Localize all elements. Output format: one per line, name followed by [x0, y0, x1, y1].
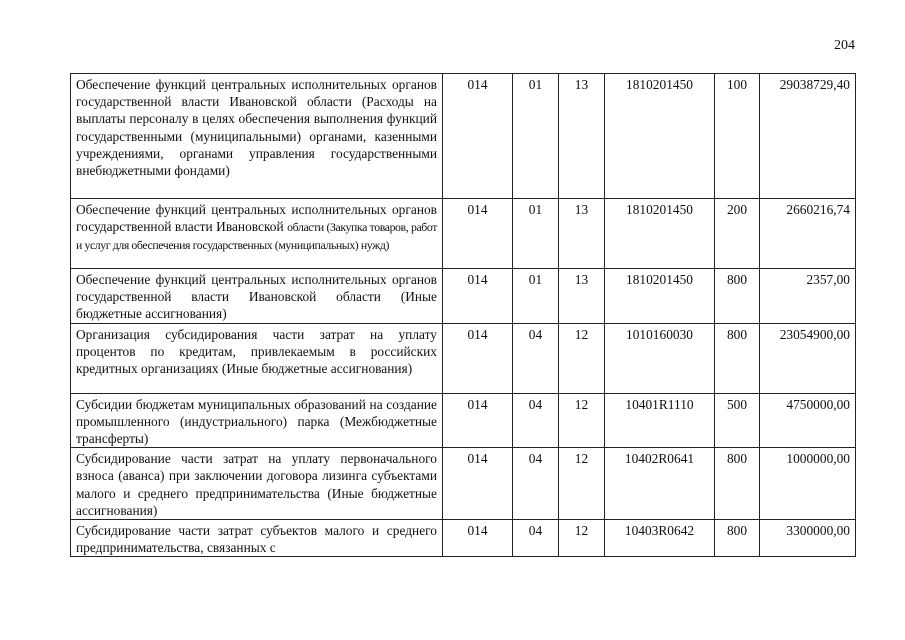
expense-type-code: 800	[715, 269, 760, 324]
target-article-code: 10403R0642	[605, 520, 715, 557]
target-article-code: 10402R0641	[605, 448, 715, 520]
expense-type-code: 800	[715, 323, 760, 393]
amount: 23054900,00	[760, 323, 856, 393]
target-article-code: 1810201450	[605, 269, 715, 324]
ministry-code: 014	[443, 393, 513, 448]
row-description: Субсидирование части затрат субъектов малого и среднего предпринимательства, связанных с	[71, 520, 443, 557]
amount: 1000000,00	[760, 448, 856, 520]
table-row	[71, 199, 856, 269]
amount: 29038729,40	[760, 74, 856, 199]
table-row	[71, 323, 856, 393]
table-row	[71, 269, 856, 324]
target-article-code: 1010160030	[605, 323, 715, 393]
page-number: 204	[834, 38, 855, 53]
ministry-code: 014	[443, 448, 513, 520]
row-description-main: Обеспечение функций центральных исполнительных органов государственной власти Ивановской	[76, 202, 437, 235]
amount: 4750000,00	[760, 393, 856, 448]
row-description: Обеспечение функций центральных исполнительных органов государственной власти Ивановской области (Расходы на выплаты персоналу в целях обеспечения выполнения функций государственными (муниципальными) органами, казенными учреждениями, органами управления государственными внебюджетными фондами)	[71, 74, 443, 199]
section-code: 01	[513, 269, 559, 324]
subsection-code: 13	[559, 269, 605, 324]
row-description: Субсидии бюджетам муниципальных образований на создание промышленного (индустриального) парка (Межбюджетные трансферты)	[71, 393, 443, 448]
table-row	[71, 520, 856, 557]
expense-type-code: 100	[715, 74, 760, 199]
subsection-code: 12	[559, 393, 605, 448]
table-row	[71, 393, 856, 448]
section-code: 01	[513, 74, 559, 199]
section-code: 04	[513, 448, 559, 520]
subsection-code: 13	[559, 199, 605, 269]
section-code: 04	[513, 393, 559, 448]
ministry-code: 014	[443, 269, 513, 324]
amount: 2660216,74	[760, 199, 856, 269]
table-row	[71, 448, 856, 520]
row-description-small: области (Закупка товаров, работ и услуг для обеспечения государственных (муниципальных) нужд)	[76, 220, 438, 253]
section-code: 04	[513, 520, 559, 557]
subsection-code: 12	[559, 448, 605, 520]
table-row	[71, 74, 856, 199]
row-description	[71, 199, 443, 269]
subsection-code: 12	[559, 323, 605, 393]
ministry-code: 014	[443, 520, 513, 557]
amount: 2357,00	[760, 269, 856, 324]
target-article-code: 1810201450	[605, 199, 715, 269]
row-description: Организация субсидирования части затрат на уплату процентов по кредитам, привлекаемым в российских кредитных организациях (Иные бюджетные ассигнования)	[71, 323, 443, 393]
target-article-code: 10401R1110	[605, 393, 715, 448]
row-description: Обеспечение функций центральных исполнительных органов государственной власти Ивановской области (Иные бюджетные ассигнования)	[71, 269, 443, 324]
section-code: 04	[513, 323, 559, 393]
subsection-code: 13	[559, 74, 605, 199]
section-code: 01	[513, 199, 559, 269]
ministry-code: 014	[443, 323, 513, 393]
row-description: Субсидирование части затрат на уплату первоначального взноса (аванса) при заключении договора лизинга субъектами малого и среднего предпринимательства (Иные бюджетные ассигнования)	[71, 448, 443, 520]
budget-table	[70, 73, 856, 557]
target-article-code: 1810201450	[605, 74, 715, 199]
expense-type-code: 200	[715, 199, 760, 269]
ministry-code: 014	[443, 74, 513, 199]
ministry-code: 014	[443, 199, 513, 269]
amount: 3300000,00	[760, 520, 856, 557]
expense-type-code: 800	[715, 520, 760, 557]
subsection-code: 12	[559, 520, 605, 557]
expense-type-code: 800	[715, 448, 760, 520]
expense-type-code: 500	[715, 393, 760, 448]
